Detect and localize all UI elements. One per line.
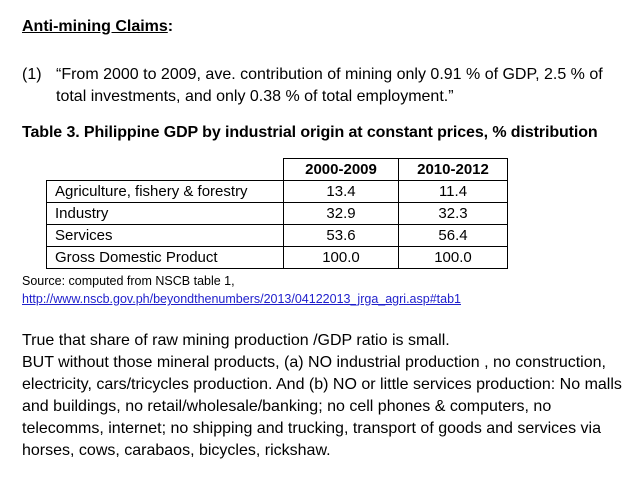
row-category: Services: [47, 225, 284, 247]
row-value-2: 100.0: [399, 247, 508, 269]
claim-number: (1): [22, 66, 42, 83]
body-text: [22, 330, 622, 462]
row-value-1: 32.9: [284, 203, 399, 225]
row-category: Industry: [47, 203, 284, 225]
table-row: [47, 225, 508, 247]
source-label: Source: computed from NSCB table 1,: [22, 274, 235, 288]
row-value-1: 53.6: [284, 225, 399, 247]
heading-colon: :: [167, 18, 174, 35]
row-value-2: 32.3: [399, 203, 508, 225]
row-category: Agriculture, fishery & forestry: [47, 181, 284, 203]
header-period-1: 2000-2009: [284, 159, 399, 181]
body-paragraph-2: BUT without those mineral products, (a) NO industrial production , no construction, electricity, cars/tricycles production. And (b) NO or little services production: No malls and buildings, no retail/wholesale/banking; no cell phones & computers, no telecomms, internet; no shipping and trucking, transport of goods and services via horses, cows, carabaos, bicycles, rickshaw.: [22, 354, 622, 459]
source-link[interactable]: http://www.nscb.gov.ph/beyondthenumbers/2013/04122013_jrga_agri.asp#tab1: [22, 292, 461, 306]
claim-item: [22, 64, 622, 108]
gdp-table: [46, 158, 508, 269]
header-blank-cell: [47, 159, 284, 181]
heading-text: Anti-mining Claims: [22, 18, 168, 35]
claim-text: “From 2000 to 2009, ave. contribution of mining only 0.91 % of GDP, 2.5 % of total investments, and only 0.38 % of total employment.”: [56, 66, 603, 105]
row-value-1: 100.0: [284, 247, 399, 269]
slide-heading: [22, 18, 173, 36]
row-value-2: 56.4: [399, 225, 508, 247]
table-row: [47, 247, 508, 269]
table-title: Table 3. Philippine GDP by industrial origin at constant prices, % distribution: [22, 124, 598, 141]
row-category: Gross Domestic Product: [47, 247, 284, 269]
table-row: [47, 203, 508, 225]
row-value-2: 11.4: [399, 181, 508, 203]
table-header-row: [47, 159, 508, 181]
table-row: [47, 181, 508, 203]
row-value-1: 13.4: [284, 181, 399, 203]
header-period-2: 2010-2012: [399, 159, 508, 181]
source-note: [22, 272, 461, 308]
body-paragraph-1: True that share of raw mining production /GDP ratio is small.: [22, 332, 450, 349]
